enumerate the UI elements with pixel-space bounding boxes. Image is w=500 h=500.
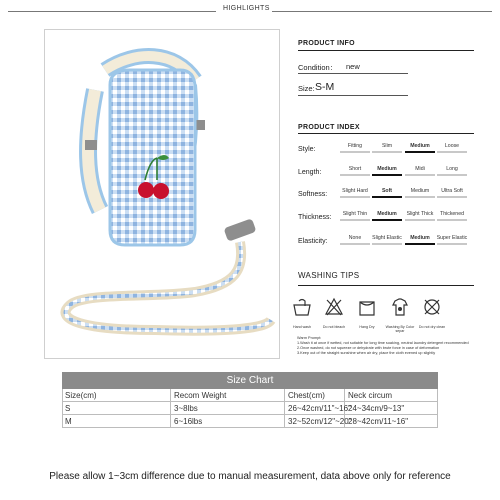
warm-prompt-line-2: 2.Once washed, do not squeeze or dehydrate with brute force in case of deformation (297, 346, 440, 350)
index-option: Slim (381, 143, 393, 149)
index-option: Short (348, 166, 362, 172)
no-dry-clean-icon (422, 297, 442, 317)
index-option: Long (446, 166, 458, 172)
condition-underline (298, 73, 408, 74)
washing-icon-label: Do not bleach (322, 325, 346, 329)
no-bleach-icon (324, 297, 344, 317)
measurement-note: Please allow 1~3cm difference due to manual measurement, data above only for reference (49, 471, 451, 482)
index-row-label: Softness: (298, 191, 328, 198)
product-index-title: PRODUCT INDEX (298, 124, 360, 131)
product-info-title: PRODUCT INFO (298, 40, 355, 47)
index-option: Thickened (440, 211, 464, 217)
index-bar (372, 151, 402, 153)
hand-wash-icon (292, 297, 312, 317)
warm-prompt-line-3: 3.Keep out of the straight sunshine when air dry, place the cloth evened up slightly (297, 351, 436, 355)
washing-icon-label: Do not dry clean (418, 325, 446, 329)
index-row-label: Elasticity: (298, 238, 328, 245)
product-photo (44, 29, 280, 359)
index-bar (437, 243, 467, 245)
index-bar (437, 219, 467, 221)
index-option: Ultra Soft (441, 188, 463, 194)
header-rule-right (272, 11, 492, 12)
washing-tips-title: WASHING TIPS (298, 271, 360, 280)
product-info-rule (298, 50, 474, 51)
wash-by-color-icon (390, 297, 410, 317)
index-bar (437, 196, 467, 198)
size-chart-header-cell: Recom Weight (171, 389, 285, 402)
index-row-label: Length: (298, 169, 322, 176)
size-chart-header-cell: Neck circum (348, 391, 393, 400)
size-chart-cell: 3~8lbs (171, 402, 285, 415)
index-bar (340, 196, 370, 198)
index-bar-selected (405, 243, 435, 245)
index-bar (340, 151, 370, 153)
index-option: Slight Elastic (372, 235, 402, 241)
harness-leash-illustration (45, 30, 280, 359)
index-option: Loose (444, 143, 460, 149)
condition-value: new (346, 62, 360, 71)
size-chart-title: Size Chart (62, 372, 438, 389)
index-option: Slight Thick (406, 211, 434, 217)
washing-icon-label: Washing By Color separ (385, 325, 415, 333)
index-option: Slight Hard (342, 188, 368, 194)
leash-clip (224, 218, 257, 241)
size-label: Size: (298, 84, 315, 93)
condition-label: Condition： (298, 63, 338, 72)
index-bar-selected (405, 151, 435, 153)
index-bar-selected (372, 196, 402, 198)
hang-dry-icon (357, 297, 377, 317)
cherry-left (138, 182, 154, 198)
size-chart-cell: 26~42cm/11"~16" (285, 402, 345, 415)
cherry-right (153, 183, 169, 199)
warm-prompt-line-1: 1.Wash it at once if wetted, not suitable for long time soaking, neutral laundry detergent recommended (297, 341, 469, 345)
washing-icon-label: Hand wash (293, 325, 311, 329)
size-chart-cell: S (62, 402, 171, 415)
index-option: Slight Thin (342, 211, 368, 217)
size-chart-cell: 6~16lbs (171, 415, 285, 428)
index-option: Medium (410, 188, 430, 194)
index-option: Super Elastic (436, 235, 468, 241)
index-bar (340, 219, 370, 221)
size-underline (298, 95, 408, 96)
header-rule-left (8, 11, 216, 12)
washing-tips-rule (298, 285, 474, 286)
index-row-label: Style: (298, 146, 316, 153)
size-chart-cell: 28~42cm/11~16" (348, 417, 409, 426)
index-option: Medium (377, 166, 397, 172)
size-chart-cell: 32~52cm/12"~20" (285, 415, 345, 428)
size-chart-row (62, 415, 438, 428)
header-title: HIGHLIGHTS (223, 5, 270, 12)
index-bar (437, 174, 467, 176)
pouch (110, 70, 195, 245)
size-value: S-M (315, 81, 335, 93)
size-chart-header-row (62, 389, 438, 402)
index-bar (372, 243, 402, 245)
warm-prompt-title: Warm Prompt: (297, 336, 322, 340)
size-chart-cell: 24~34cm/9~13" (348, 404, 405, 413)
size-chart-header-cell: Chest(cm) (285, 389, 345, 402)
size-chart-row (62, 402, 438, 415)
index-bar-selected (372, 219, 402, 221)
index-bar (405, 196, 435, 198)
index-row-label: Thickness: (298, 214, 332, 221)
index-option: Medium (410, 143, 430, 149)
index-option: Midi (415, 166, 425, 172)
index-option: Soft (381, 188, 393, 194)
size-chart-header-cell: Size(cm) (62, 389, 171, 402)
index-bar-selected (372, 174, 402, 176)
product-index-rule (298, 133, 474, 134)
index-bar (405, 219, 435, 221)
size-chart-cell: M (62, 415, 171, 428)
index-option: Fitting (347, 143, 363, 149)
washing-icon-label: Hang Dry (359, 325, 375, 329)
index-option: None (348, 235, 362, 241)
index-bar (405, 174, 435, 176)
index-option: Medium (410, 235, 430, 241)
index-bar (437, 151, 467, 153)
index-bar (340, 243, 370, 245)
index-bar (340, 174, 370, 176)
index-option: Medium (377, 211, 397, 217)
